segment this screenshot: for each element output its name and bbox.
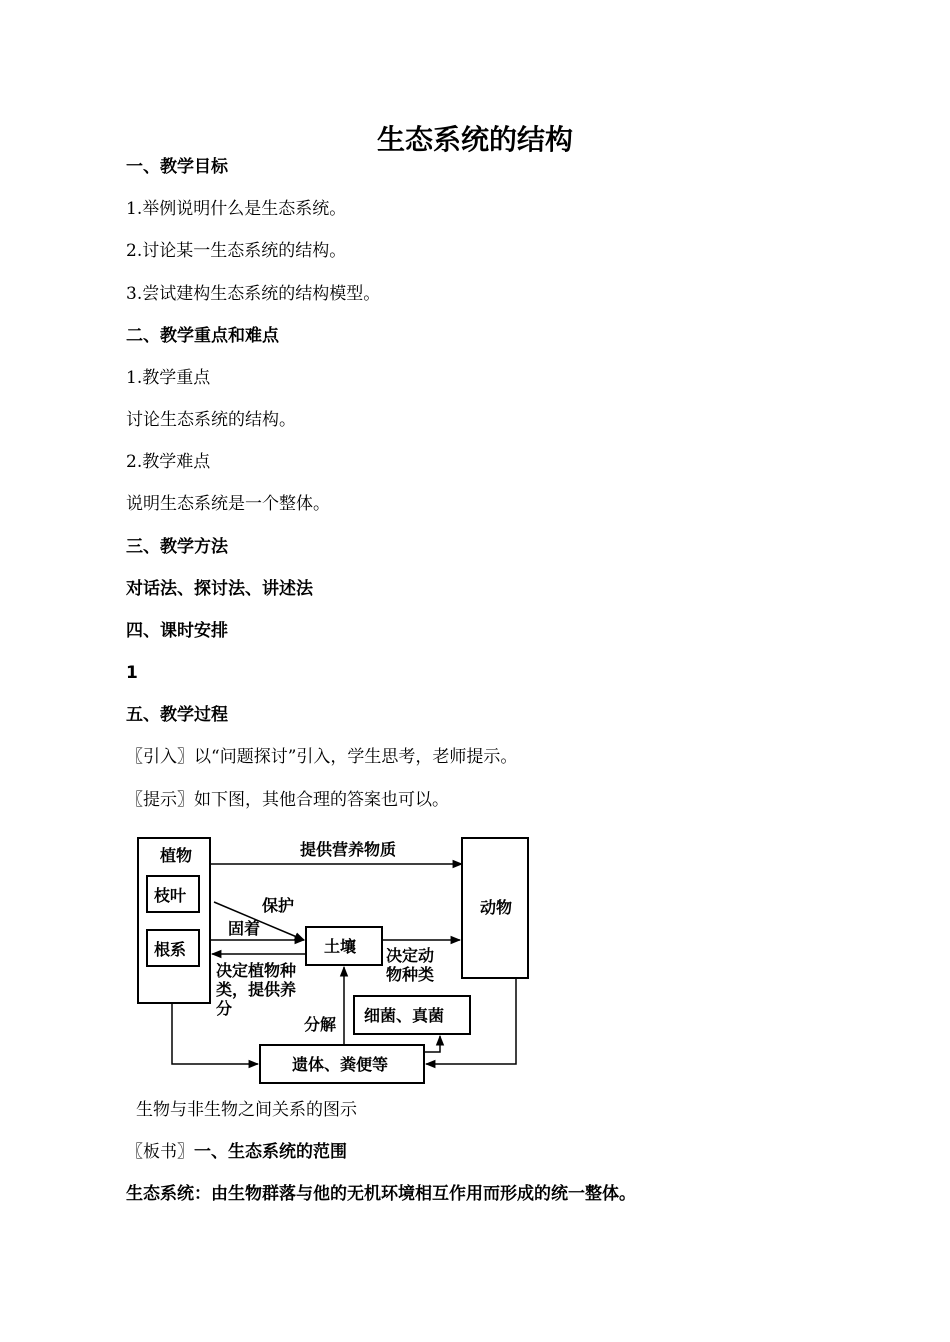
objective-item-3: 3.尝试建构生态系统的结构模型。	[126, 284, 381, 304]
decide-plant-label-3: 分	[216, 999, 233, 1018]
objective-item-2: 2.讨论某一生态系统的结构。	[126, 241, 347, 261]
key-point-text: 讨论生态系统的结构。	[126, 410, 296, 430]
remains-bacteria-arrow	[424, 1036, 440, 1052]
hint-text: 〖提示〗如下图，其他合理的答案也可以。	[126, 790, 449, 810]
decide-animal-label-1: 决定动	[386, 946, 435, 965]
lesson-count: 1	[126, 663, 138, 683]
remains-label: 遗体、粪便等	[292, 1055, 389, 1074]
board-line	[126, 1140, 347, 1164]
decompose-label: 分解	[304, 1015, 337, 1034]
difficulty-text: 说明生态系统是一个整体。	[126, 494, 330, 514]
animal-label: 动物	[480, 898, 513, 917]
section-5-heading: 五、教学过程	[126, 705, 228, 725]
difficulty-label: 2.教学难点	[126, 452, 211, 472]
page-title: 生态系统的结构	[376, 123, 573, 156]
decide-plant-label-2: 类，提供养	[216, 980, 297, 999]
section-3-heading: 三、教学方法	[126, 537, 228, 557]
methods-text: 对话法、探讨法、讲述法	[126, 579, 313, 599]
fix-label: 固着	[228, 919, 261, 938]
protect-label: 保护	[262, 896, 295, 915]
section-4-heading: 四、课时安排	[126, 621, 228, 641]
section-2-heading: 二、教学重点和难点	[126, 326, 279, 346]
board-text: 一、生态系统的范围	[194, 1142, 347, 1162]
nutrients-label: 提供营养物质	[300, 840, 397, 859]
plant-remains-arrow	[172, 1003, 258, 1064]
section-1-heading: 一、教学目标	[126, 157, 228, 177]
plant-label: 植物	[160, 846, 193, 865]
ecosystem-definition: 生态系统：由生物群落与他的无机环境相互作用而形成的统一整体。	[126, 1184, 636, 1204]
objective-item-1: 1.举例说明什么是生态系统。	[126, 199, 347, 219]
relationship-diagram	[130, 830, 540, 1090]
board-prefix: 〖板书〗	[126, 1142, 194, 1162]
decide-plant-label-1: 决定植物种	[216, 961, 297, 980]
intro-text: 〖引入〗以“问题探讨”引入，学生思考，老师提示。	[126, 747, 518, 767]
root-label: 根系	[154, 940, 187, 959]
decide-animal-label-2: 物种类	[386, 965, 435, 984]
soil-label: 土壤	[324, 937, 357, 956]
key-point-label: 1.教学重点	[126, 368, 211, 388]
diagram-caption: 生物与非生物之间关系的图示	[136, 1100, 357, 1120]
branch-leaf-label: 枝叶	[154, 886, 187, 905]
bacteria-fungi-label: 细菌、真菌	[364, 1006, 445, 1025]
